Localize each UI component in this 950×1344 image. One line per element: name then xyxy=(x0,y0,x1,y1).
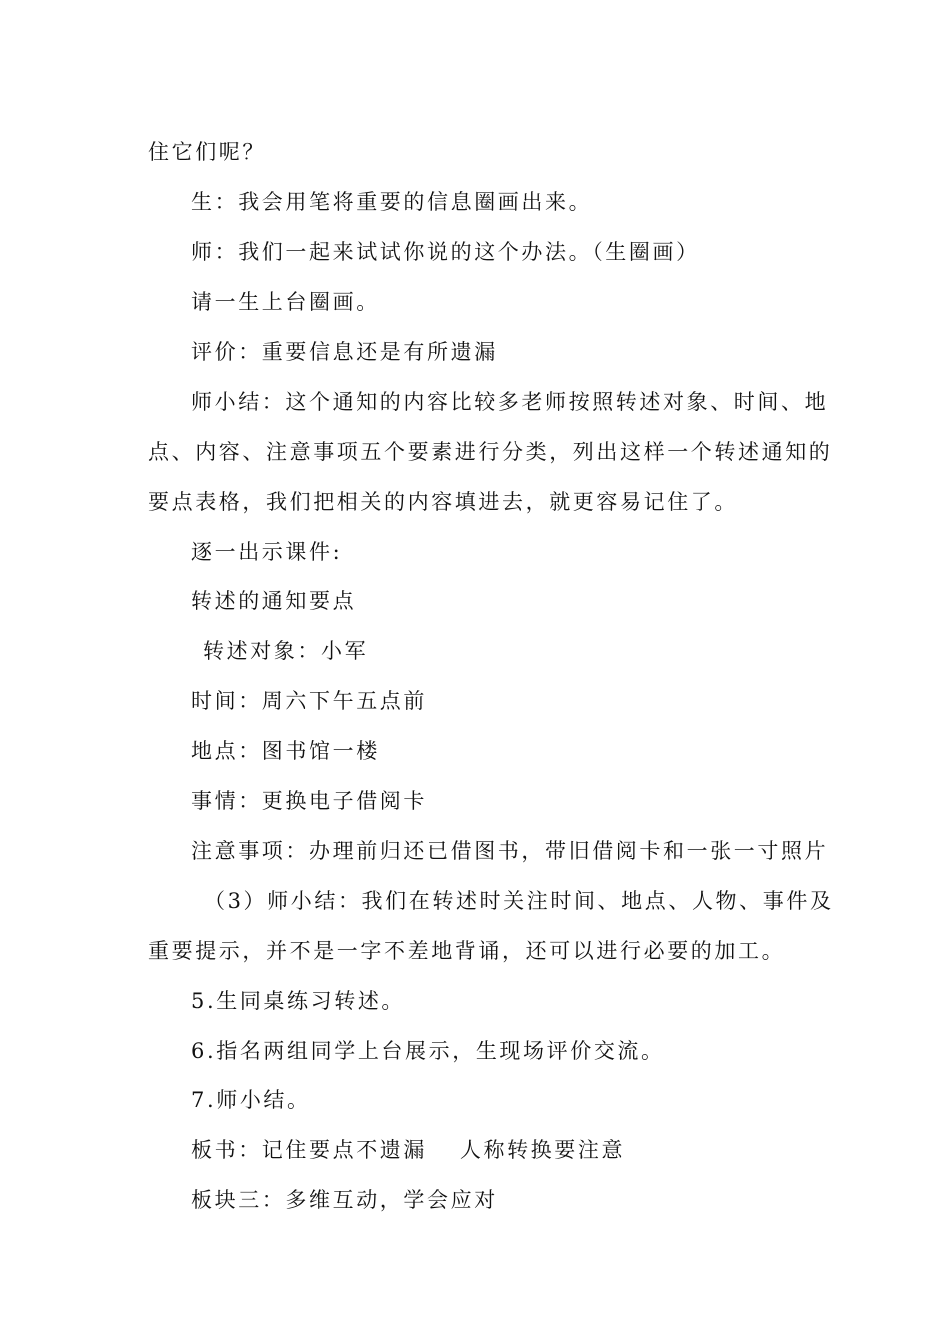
text-line: 师小结：这个通知的内容比较多老师按照转述对象、时间、地 xyxy=(191,390,829,414)
text-line: 要点表格，我们把相关的内容填进去，就更容易记住了。 xyxy=(148,490,738,514)
text-line: 板书：记住要点不遗漏 人称转换要注意 xyxy=(191,1138,626,1162)
text-line: 住它们呢？ xyxy=(148,140,266,164)
text-line: 转述对象：小军 xyxy=(203,639,369,663)
text-line: 板块三：多维互动，学会应对 xyxy=(191,1188,498,1212)
text-line: 5.生同桌练习转述。 xyxy=(191,989,406,1013)
text-line: 请一生上台圈画。 xyxy=(191,290,380,314)
text-line: 生：我会用笔将重要的信息圈画出来。 xyxy=(191,190,593,214)
text-line: 师：我们一起来试试你说的这个办法。（生圈画） xyxy=(191,240,700,264)
text-line: 评价：重要信息还是有所遗漏 xyxy=(191,340,498,364)
text-line: 6.指名两组同学上台展示，生现场评价交流。 xyxy=(191,1039,665,1063)
text-line: 时间：周六下午五点前 xyxy=(191,689,427,713)
text-line: 事情：更换电子借阅卡 xyxy=(191,789,427,813)
text-line: （3）师小结：我们在转述时关注时间、地点、人物、事件及 xyxy=(204,889,834,913)
text-line: 重要提示，并不是一字不差地背诵，还可以进行必要的加工。 xyxy=(148,939,786,963)
text-line: 点、内容、注意事项五个要素进行分类，列出这样一个转述通知的 xyxy=(148,440,833,464)
text-line: 逐一出示课件: xyxy=(191,540,343,564)
text-line: 注意事项：办理前归还已借图书，带旧借阅卡和一张一寸照片 xyxy=(191,839,829,863)
text-line: 转述的通知要点 xyxy=(191,589,357,613)
text-line: 7.师小结。 xyxy=(191,1088,311,1112)
text-line: 地点：图书馆一楼 xyxy=(191,739,380,763)
